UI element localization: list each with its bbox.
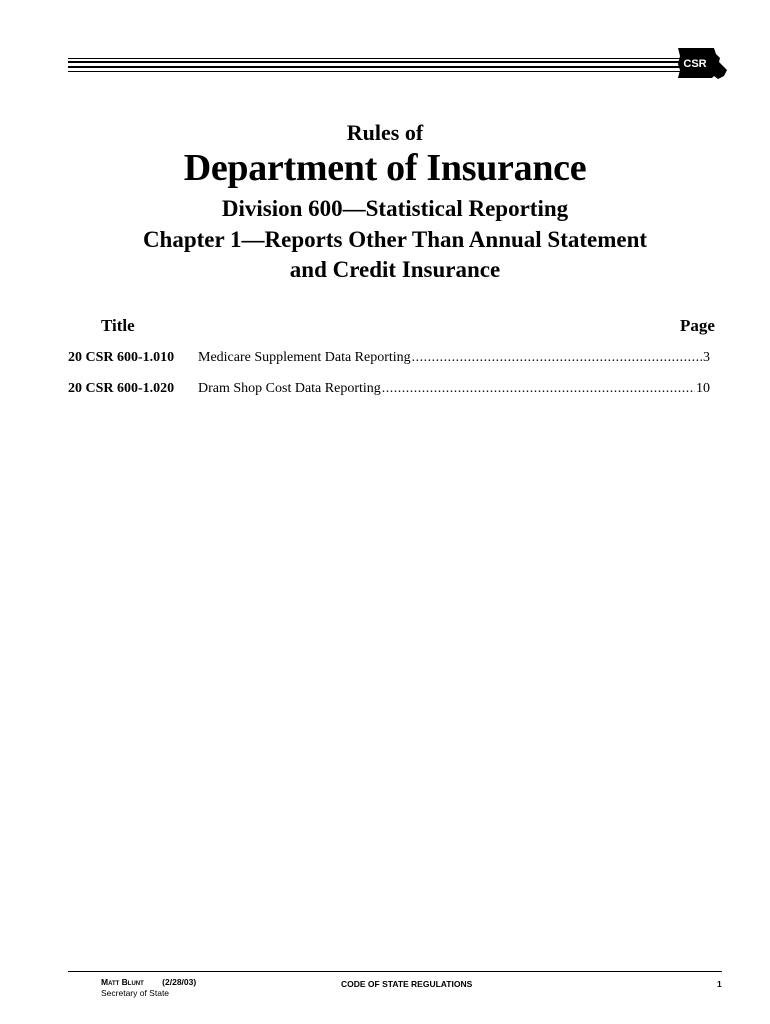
toc-entry-name: Medicare Supplement Data Reporting	[198, 350, 411, 365]
secretary-name: Matt Blunt	[101, 977, 144, 987]
header-rules	[68, 58, 680, 74]
toc-page-header: Page	[680, 316, 715, 335]
toc-entry-page: 3	[703, 350, 710, 365]
page-number: 1	[717, 979, 722, 989]
toc-title-header: Title	[101, 316, 135, 335]
dot-leader	[382, 381, 695, 397]
chapter-title-line2: and Credit Insurance	[289, 257, 501, 282]
toc-entry-page: 10	[696, 381, 710, 396]
footer-name	[101, 977, 196, 987]
toc-entry-name: Dram Shop Cost Data Reporting	[198, 381, 381, 396]
toc-entry[interactable]	[68, 350, 710, 370]
footer-rule	[68, 971, 722, 972]
toc-entry-number: 20 CSR 600-1.020	[68, 381, 175, 396]
footer-date: (2/28/03)	[162, 977, 197, 987]
rules-of-heading: Rules of	[346, 120, 424, 145]
logo-text: CSR	[683, 58, 707, 70]
footer-office: Secretary of State	[101, 988, 170, 998]
department-title: Department of Insurance	[183, 147, 587, 189]
chapter-title-line1: Chapter 1—Reports Other Than Annual Statement	[142, 227, 648, 252]
dot-leader	[412, 350, 702, 366]
toc-entry[interactable]	[68, 381, 710, 401]
footer-center-title: CODE OF STATE REGULATIONS	[341, 979, 473, 989]
division-title: Division 600—Statistical Reporting	[221, 196, 569, 221]
toc-entry-number: 20 CSR 600-1.010	[68, 350, 175, 365]
csr-logo	[672, 46, 728, 80]
